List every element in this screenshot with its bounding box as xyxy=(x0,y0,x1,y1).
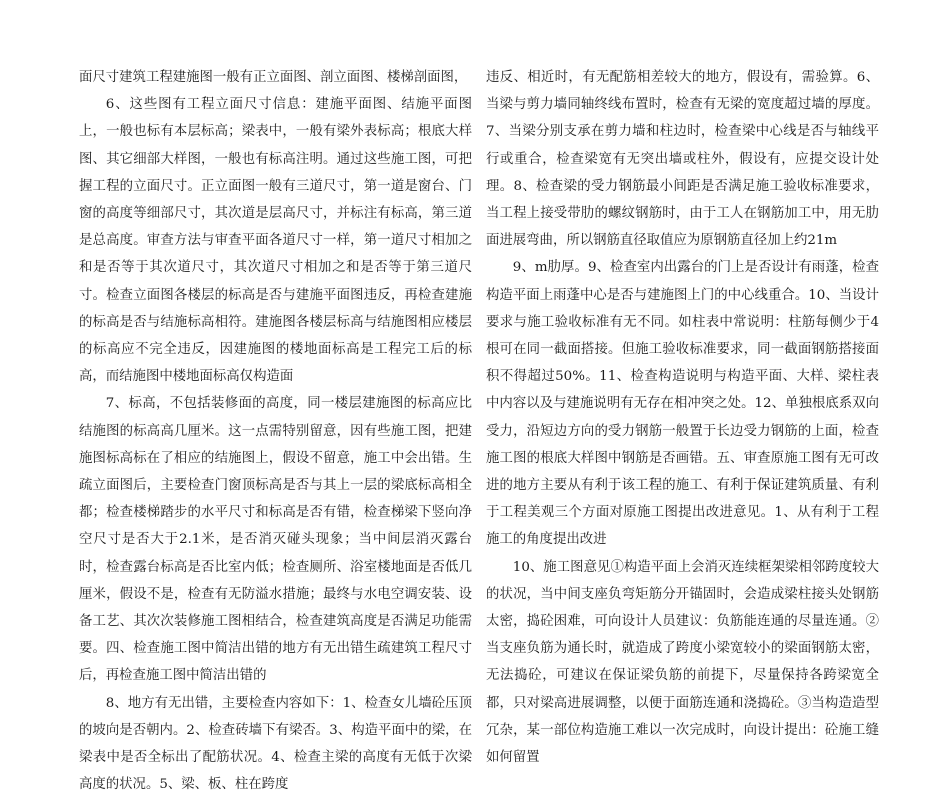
left-text-column xyxy=(79,64,472,798)
paragraph: 7、标高，不包括装修面的高度，同一楼层建施图的标高应比结施图的标高高几厘米。这一点需特别留意，因有些施工图，把建施图标高标在了相应的结施图上，假设不留意，施工中会出错。生疏立面图后，主要检查门窗顶标高是否与其上一层的梁底标高相全都；检查楼梯踏步的水平尺寸和标高是否有错，检查梯梁下竖向净空尺寸是否大于2.1米，是否消灭碰头现象；当中间层消灭露台时，检查露台标高是否比室内低；检查厕所、浴室楼地面是否低几厘米，假设不是，检查有无防溢水措施；最终与水电空调安装、设备工艺、其次次装修施工图相结合，检查建筑高度是否满足功能需要。四、检查施工图中简洁出错的地方有无出错生疏建筑工程尺寸后，再检查施工图中简洁出错的 xyxy=(79,396,472,684)
paragraph: 9、m肋厚。9、检查室内出露台的门上是否设计有雨蓬，检查构造平面上雨蓬中心是否与建施图上门的中心线重合。10、当设计要求与施工验收标准有无不同。如柱表中常说明：柱筋每侧少于4根可在同一截面搭接。但施工验收标准要求，同一截面钢筋搭接面积不得超过50%。11、检查构造说明与构造平面、大样、梁柱表中内容以及与建施说明有无存在相冲突之处。12、单独根底系双向受力，沿短边方向的受力钢筋一般置于长边受力钢筋的上面，检查施工图的根底大样图中钢筋是否画错。五、审查原施工图有无可改进的地方主要从有利于该工程的施工、有利于保证建筑质量、有利于工程美观三个方面对原施工图提出改进意见。1、从有利于工程施工的角度提出改进 xyxy=(486,260,879,548)
paragraph: 10、施工图意见①构造平面上会消灭连续框架梁相邻跨度较大的状况，当中间支座负弯矩筋分开锚固时，会造成梁柱接头处钢筋太密，捣砼困难，可向设计人员建议：负筋能连通的尽量连通。②当支座负筋为通长时，就造成了跨度小梁宽较小的梁面钢筋太密，无法捣砼，可建议在保证梁负筋的前提下，尽量保持各跨梁宽全都，只对梁高进展调整，以便于面筋连通和浇捣砼。③当构造造型冗杂，某一部位构造施工难以一次完成时，向设计提出：砼施工缝如何留置 xyxy=(486,559,879,766)
paragraph: 8、地方有无出错，主要检查内容如下：1、检查女儿墙砼压顶的坡向是否朝内。2、检查砖墙下有梁否。3、构造平面中的梁，在梁表中是否全标出了配筋状况。4、检查主梁的高度有无低于次梁高度的状况。5、梁、板、柱在跨度 xyxy=(79,695,472,793)
right-text-column xyxy=(486,64,879,771)
paragraph: 6、这些图有工程立面尺寸信息：建施平面图、结施平面图上，一般也标有本层标高；梁表中，一般有梁外表标高；根底大样图、其它细部大样图，一般也有标高注明。通过这些施工图，可把握工程的立面尺寸。正立面图一般有三道尺寸，第一道是窗台、门窗的高度等细部尺寸，其次道是层高尺寸，并标注有标高，第三道是总高度。审查方法与审查平面各道尺寸一样，第一道尺寸相加之和是否等于其次道尺寸，其次道尺寸相加之和是否等于第三道尺寸。检查立面图各楼层的标高是否与建施平面图违反，再检查建施的标高是否与结施标高相符。建施图各楼层标高与结施图相应楼层的标高应不完全违反，因建施图的楼地面标高是工程完工后的标高，而结施图中楼地面标高仅构造面 xyxy=(79,97,472,385)
paragraph: 面尺寸建筑工程建施图一般有正立面图、剖立面图、楼梯剖面图， xyxy=(79,70,468,85)
paragraph: 违反、相近时，有无配筋相差较大的地方，假设有，需验算。6、当梁与剪力墙同轴终线布置时，检查有无梁的宽度超过墙的厚度。7、当梁分别支承在剪力墙和柱边时，检查梁中心线是否与轴线平行或重合，检查梁宽有无突出墙或柱外，假设有，应提交设计处理。8、检查梁的受力钢筋最小间距是否满足施工验收标准要求，当工程上接受带肋的螺纹钢筋时，由于工人在钢筋加工中，用无肋面进展弯曲，所以钢筋直径取值应为原钢筋直径加上约21m xyxy=(486,70,879,249)
